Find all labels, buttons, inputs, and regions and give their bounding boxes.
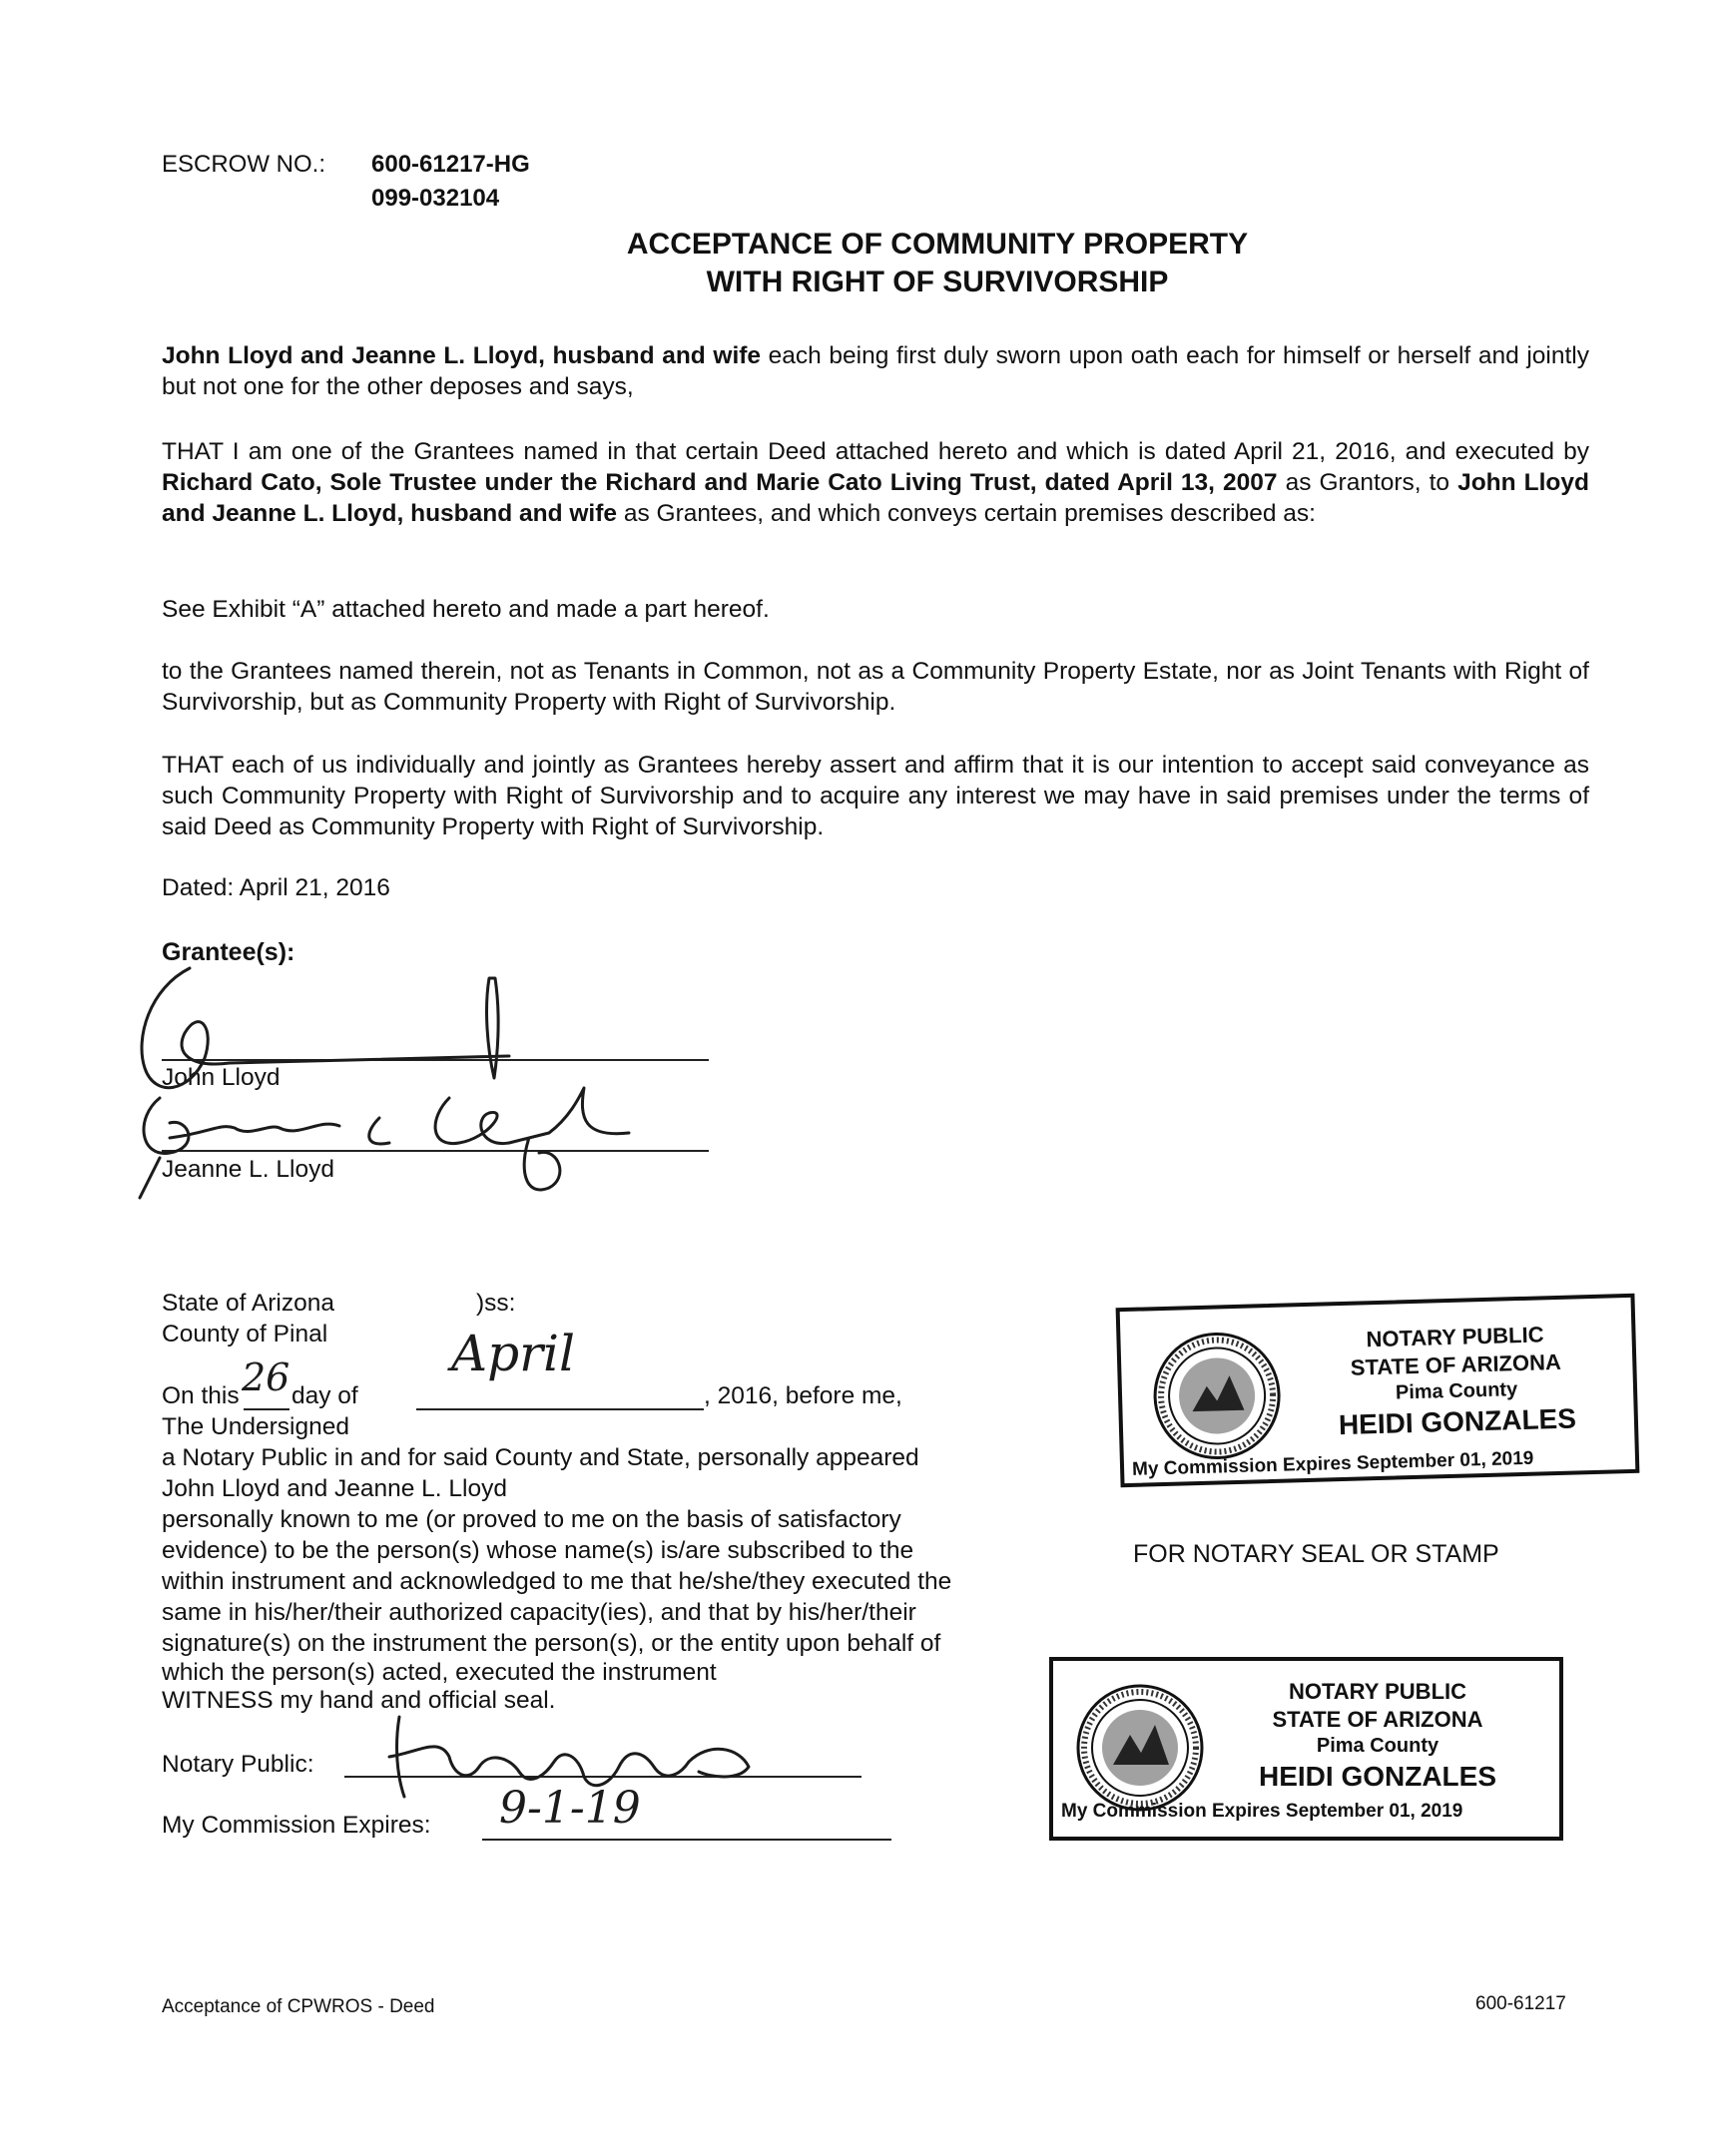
handwritten-day: 26 [242, 1355, 290, 1399]
escrow-number: 600-61217-HG [371, 151, 530, 178]
footer-left: Acceptance of CPWROS - Deed [162, 1996, 435, 2017]
stamp-lower-line1: NOTARY PUBLIC [1288, 1679, 1467, 1704]
notary-stamp-lower [1049, 1657, 1563, 1841]
paragraph-deed-text-2: as Grantors, to [1277, 469, 1458, 496]
acknowledgment-line: within instrument and acknowledged to me that he/she/they executed the [162, 1568, 952, 1595]
title-line-1: ACCEPTANCE OF COMMUNITY PROPERTY [626, 228, 1249, 261]
document-title [0, 226, 1725, 301]
john-lloyd-signature [142, 968, 509, 1088]
acknowledgment-line: personally known to me (or proved to me on the basis of satisfactory [162, 1506, 901, 1533]
dated-line: Dated: April 21, 2016 [162, 874, 390, 901]
stamp-upper-expires: My Commission Expires September 01, 2019 [1131, 1447, 1534, 1480]
venue-county: County of Pinal [162, 1321, 328, 1348]
stamp-upper-line3: Pima County [1395, 1378, 1518, 1404]
stamp-lower-line2: STATE OF ARIZONA [1272, 1707, 1483, 1732]
acknowledgment-line: signature(s) on the instrument the person(s), or the entity upon behalf of [162, 1630, 941, 1657]
acknowledgment-line: WITNESS my hand and official seal. [162, 1687, 556, 1714]
undersigned-label: The Undersigned [162, 1413, 349, 1440]
acknowledgment-line: a Notary Public in and for said County and State, personally appeared [162, 1444, 919, 1471]
paragraph-deed-text-1: THAT I am one of the Grantees named in that certain Deed attached hereto and which is dated April 21, 2016, and executed by [162, 438, 1589, 465]
day-blank-line [244, 1408, 289, 1410]
month-blank-line [416, 1408, 704, 1410]
grantee-1-name: John Lloyd [162, 1064, 281, 1091]
acknowledgment-line: evidence) to be the person(s) whose name(s) is/are subscribed to the [162, 1537, 914, 1564]
handwritten-commission-date: 9-1-19 [499, 1783, 641, 1834]
grantee-2-name: Jeanne L. Lloyd [162, 1156, 334, 1183]
commission-expires-label: My Commission Expires: [162, 1812, 431, 1839]
stamp-upper-line4: HEIDI GONZALES [1338, 1402, 1577, 1441]
venue-state: State of Arizona [162, 1290, 334, 1317]
paragraph-affirm: THAT each of us individually and jointly as Grantees hereby assert and affirm that it is our intention to accept said conveyance as such Community Property with Right of Survivorship and to acquire any interest we may have in said premises under the terms of said Deed as Community Property with Right of Survivorship. [162, 752, 1589, 840]
handwritten-month: April [451, 1325, 575, 1382]
acknowledgment-line: same in his/her/their authorized capacity(ies), and that by his/her/their [162, 1599, 916, 1626]
acknowledgment-line: John Lloyd and Jeanne L. Lloyd [162, 1475, 507, 1502]
escrow-label: ESCROW NO.: [162, 151, 326, 178]
grantees-bold: John Lloyd and Jeanne L. Lloyd, husband and wife [162, 469, 1589, 527]
paragraph-deed [162, 436, 1589, 529]
paragraph-tenancy: to the Grantees named therein, not as Tenants in Common, not as a Community Property Estate, nor as Joint Tenants with Right of Survivorship, but as Community Property with Right of Survivorship. [162, 658, 1589, 716]
notary-public-label: Notary Public: [162, 1751, 314, 1778]
title-line-2: WITH RIGHT OF SURVIVORSHIP [706, 266, 1169, 298]
grantees-heading: Grantee(s): [162, 938, 295, 966]
escrow-block [162, 148, 530, 216]
acknowledgment-line: which the person(s) acted, executed the instrument [162, 1659, 717, 1686]
stamp-lower-line3: Pima County [1316, 1735, 1439, 1757]
stamp-upper-line2: STATE OF ARIZONA [1350, 1348, 1562, 1380]
notary-stamp-upper [1116, 1294, 1640, 1487]
stamp-upper-line1: NOTARY PUBLIC [1366, 1322, 1544, 1352]
grantors-bold: Richard Cato, Sole Trustee under the Richard and Marie Cato Living Trust, dated April 13, 2007 [162, 469, 1278, 496]
venue-block [162, 1288, 516, 1349]
footer-right: 600-61217 [1475, 1993, 1566, 2014]
acknowledgment-body [162, 1442, 1090, 1715]
paragraph-deposes-text: each being first duly sworn upon oath each for himself or herself and jointly but not one for the other deposes and says, [162, 342, 1589, 400]
grantee-signatures-handwriting [130, 948, 689, 1228]
stamp-lower-line4: HEIDI GONZALES [1258, 1761, 1496, 1792]
arizona-seal-icon [1150, 1330, 1284, 1463]
venue-ss: )ss: [476, 1290, 516, 1317]
paragraph-deed-text-3: as Grantees, and which conveys certain premises described as: [617, 500, 1316, 527]
seal-caption: FOR NOTARY SEAL OR STAMP [1133, 1540, 1499, 1568]
year-before-me: , 2016, before me, [704, 1382, 902, 1409]
escrow-number-2: 099-032104 [371, 185, 500, 212]
stamp-lower-expires: My Commission Expires September 01, 2019 [1061, 1801, 1463, 1822]
grantees-bold-names: John Lloyd and Jeanne L. Lloyd, husband and wife [162, 342, 762, 369]
paragraph-deposes [162, 340, 1589, 402]
jeanne-lloyd-signature [140, 1088, 629, 1198]
day-of-label: day of [291, 1382, 358, 1409]
on-this-label: On this [162, 1382, 240, 1409]
commission-expires-line [482, 1839, 891, 1841]
paragraph-exhibit: See Exhibit “A” attached hereto and made a part hereof. [162, 596, 770, 623]
arizona-seal-icon [1075, 1683, 1205, 1813]
